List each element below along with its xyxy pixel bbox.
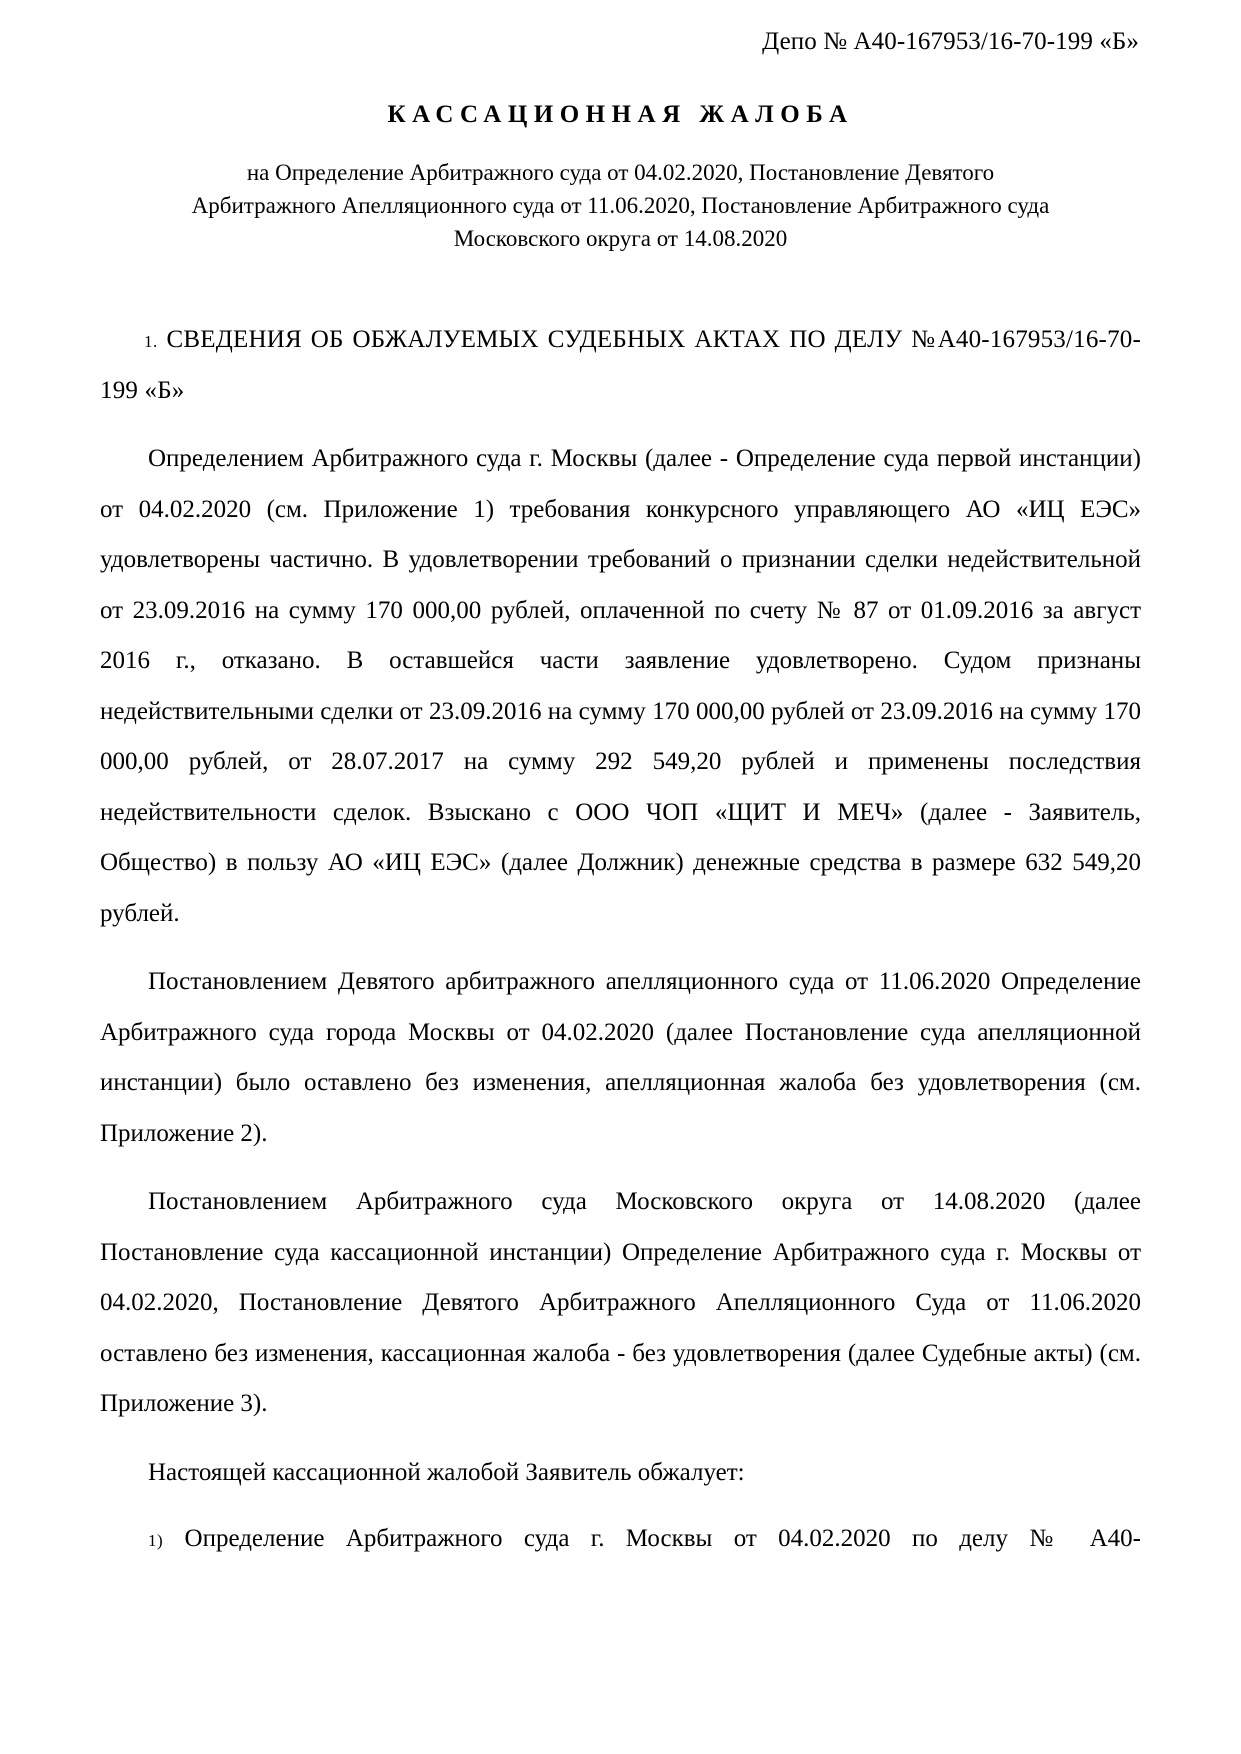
section-number: 1.	[144, 332, 158, 352]
paragraph-3: Постановлением Арбитражного суда Московского округа от 14.08.2020 (далее Постановление суда кассационной инстанции) Определение Арбитражного суда г. Москвы от 04.02.2020, Постановление Девятого Арбитражного Апелляционного Суда от 11.06.2020 оставлено без изменения, кассационная жалоба - без удовлетворения (далее Судебные акты) (см. Приложение 3).	[100, 1188, 1141, 1418]
case-number-header: Депо № А40-167953/16-70-199 «Б»	[762, 28, 1139, 55]
document-title: КАССАЦИОННАЯ ЖАЛОБА	[387, 101, 854, 129]
section-heading-text: СВЕДЕНИЯ ОБ ОБЖАЛУЕМЫХ СУДЕБНЫХ АКТАХ ПО ДЕЛУ №А40-167953/16-70-199 «Б»	[100, 326, 1141, 404]
appeal-item-text: Определение Арбитражного суда г. Москвы от 04.02.2020 по делу № А40-	[184, 1525, 1141, 1553]
paragraph-4: Настоящей кассационной жалобой Заявитель обжалует:	[148, 1458, 745, 1486]
paragraph-2: Постановлением Девятого арбитражного апелляционного суда от 11.06.2020 Определение Арбитражного суда города Москвы от 04.02.2020 (далее Постановление суда апелляционной инстанции) было оставлено без изменения, апелляционная жалоба без удовлетворения (см. Приложение 2).	[100, 968, 1141, 1147]
appeal-item-number: 1)	[148, 1531, 164, 1551]
section-heading-1	[100, 315, 1141, 416]
paragraph-1: Определением Арбитражного суда г. Москвы (далее - Определение суда первой инстанции) от 04.02.2020 (см. Приложение 1) требования конкурсного управляющего АО «ИЦ ЕЭС» удовлетворены частично. В удовлетворении требований о признании сделки недействительной от 23.09.2016 на сумму 170 000,00 рублей, оплаченной по счету № 87 от 01.09.2016 за август 2016 г., отказано. В оставшейся части заявление удовлетворено. Судом признаны недействительными сделки от 23.09.2016 на сумму 170 000,00 рублей от 23.09.2016 на сумму 170 000,00 рублей, от 28.07.2017 на сумму 292 549,20 рублей и применены последствия недействительности сделок. Взыскано с ООО ЧОП «ЩИТ И МЕЧ» (далее - Заявитель, Общество) в пользу АО «ИЦ ЕЭС» (далее Должник) денежные средства в размере 632 549,20 рублей.	[100, 445, 1141, 927]
document-subtitle: на Определение Арбитражного суда от 04.02.2020, Постановление Девятого Арбитражного Апелляционного суда от 11.06.2020, Постановление Арбитражного суда Московского округа от 14.08.2020	[191, 160, 1050, 251]
appeal-list-item-1	[100, 1514, 1141, 1565]
